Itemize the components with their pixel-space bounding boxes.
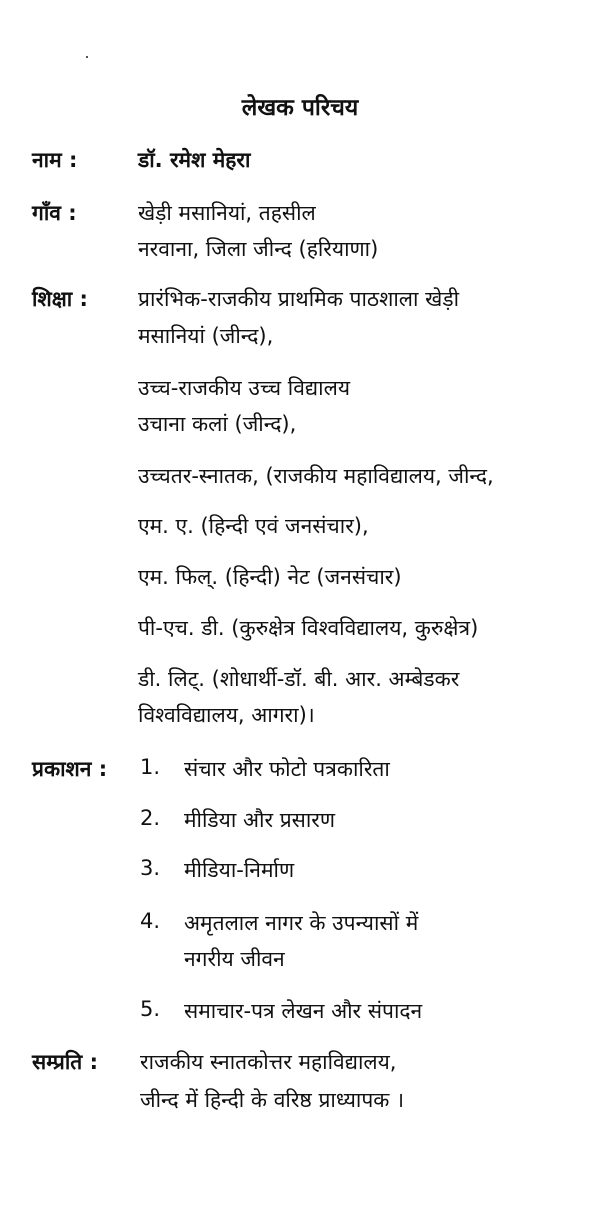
publication-number: 4. — [140, 909, 161, 933]
education-line: विश्वविद्यालय, आगरा)। — [138, 703, 315, 727]
education-line: डी. लिट्. (शोधार्थी-डॉ. बी. आर. अम्बेडकर — [138, 667, 460, 691]
publication-title: नगरीय जीवन — [184, 947, 285, 971]
education-line: उच्चतर-स्नातक, (राजकीय महाविद्यालय, जीन्द, — [138, 464, 494, 488]
publication-title: संचार और फोटो पत्रकारिता — [184, 757, 390, 781]
education-line: मसानियां (जीन्द), — [138, 324, 274, 348]
education-line: उच्च-राजकीय उच्च विद्यालय — [138, 376, 351, 400]
page-title: लेखक परिचय — [241, 95, 359, 121]
village-line: नरवाना, जिला जीन्द (हरियाणा) — [138, 237, 379, 261]
publication-number: 5. — [140, 997, 161, 1021]
name-label: नाम : — [32, 148, 78, 172]
publication-title: मीडिया और प्रसारण — [184, 808, 336, 832]
publication-title: अमृतलाल नागर के उपन्यासों में — [184, 911, 419, 935]
education-label: शिक्षा : — [32, 287, 88, 311]
village-label: गाँव : — [32, 201, 77, 225]
publication-number: 3. — [140, 856, 161, 880]
current-line: राजकीय स्नातकोत्तर महाविद्यालय, — [140, 1050, 397, 1074]
name-value: डॉ. रमेश मेहरा — [138, 148, 251, 172]
current-label: सम्प्रति : — [32, 1050, 98, 1074]
education-line: एम. ए. (हिन्दी एवं जनसंचार), — [138, 514, 369, 538]
education-line: उचाना कलां (जीन्द), — [138, 412, 297, 436]
publication-title: मीडिया-निर्माण — [184, 858, 295, 882]
publication-number: 1. — [140, 755, 161, 779]
education-line: पी-एच. डी. (कुरुक्षेत्र विश्वविद्यालय, कुरुक्षेत्र) — [138, 616, 479, 640]
education-line: एम. फिल्. (हिन्दी) नेट (जनसंचार) — [138, 565, 402, 589]
village-line: खेड़ी मसानियां, तहसील — [138, 201, 316, 225]
current-line: जीन्द में हिन्दी के वरिष्ठ प्राध्यापक । — [140, 1088, 405, 1112]
publication-number: 2. — [140, 806, 161, 830]
publication-title: समाचार-पत्र लेखन और संपादन — [184, 999, 423, 1023]
publications-label: प्रकाशन : — [32, 757, 108, 781]
scan-speck — [86, 56, 88, 58]
education-line: प्रारंभिक-राजकीय प्राथमिक पाठशाला खेड़ी — [138, 287, 460, 311]
